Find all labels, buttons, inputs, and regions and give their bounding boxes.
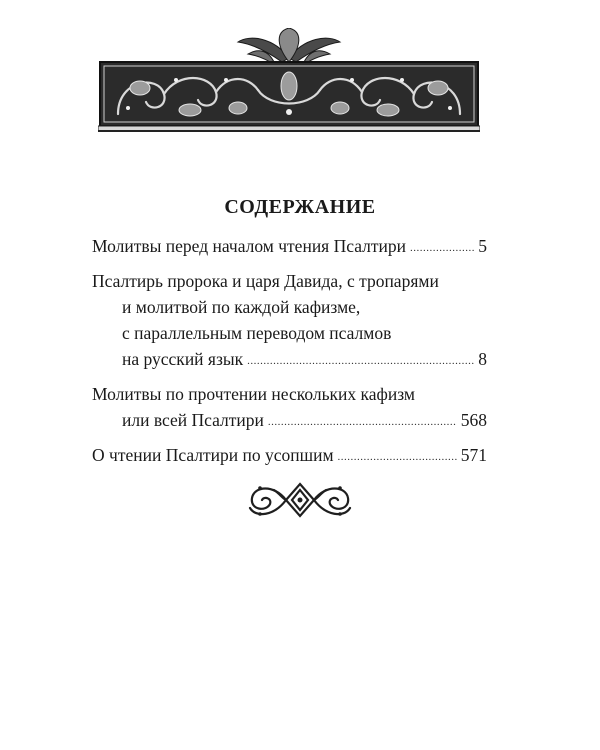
toc-entry-line <box>92 346 487 375</box>
toc-entry-2[interactable] <box>92 268 487 375</box>
toc-page-number: 571 <box>460 445 487 465</box>
toc-entry-1[interactable] <box>92 233 487 262</box>
dot-leader <box>410 235 474 261</box>
headpiece-flower <box>238 28 340 66</box>
toc-entry-line <box>92 442 487 471</box>
toc-entry-3[interactable] <box>92 381 487 436</box>
toc-entry-text: и молитвой по каждой кафизме, <box>122 297 361 317</box>
toc-entry-line <box>92 407 487 436</box>
toc-entry-text: О чтении Псалтири по усопшим <box>92 445 334 465</box>
floral-headpiece-ornament-icon <box>98 28 480 142</box>
table-of-contents <box>92 233 487 477</box>
toc-entry-text: или всей Псалтири <box>122 410 264 430</box>
toc-entry-line <box>92 294 487 320</box>
toc-page-number: 5 <box>478 236 487 256</box>
toc-entry-line <box>92 381 487 407</box>
dot-leader <box>268 409 457 435</box>
toc-entry-text: Псалтирь пророка и царя Давида, с тропарями <box>92 271 439 291</box>
toc-page-number: 568 <box>460 410 487 430</box>
toc-entry-text: на русский язык <box>122 349 244 369</box>
toc-entry-line <box>92 233 487 262</box>
toc-entry-text: Молитвы по прочтении нескольких кафизм <box>92 384 415 404</box>
toc-entry-4[interactable] <box>92 442 487 471</box>
toc-entry-text: Молитвы перед началом чтения Псалтири <box>92 236 407 256</box>
toc-page-number: 8 <box>478 349 487 369</box>
dot-leader <box>247 348 474 374</box>
knot-tailpiece-ornament-icon <box>244 478 356 522</box>
toc-entry-line <box>92 320 487 346</box>
toc-entry-text: с параллельным переводом псалмов <box>122 323 392 343</box>
dot-leader <box>338 444 457 470</box>
page-title: СОДЕРЖАНИЕ <box>224 196 376 218</box>
toc-entry-line <box>92 268 487 294</box>
